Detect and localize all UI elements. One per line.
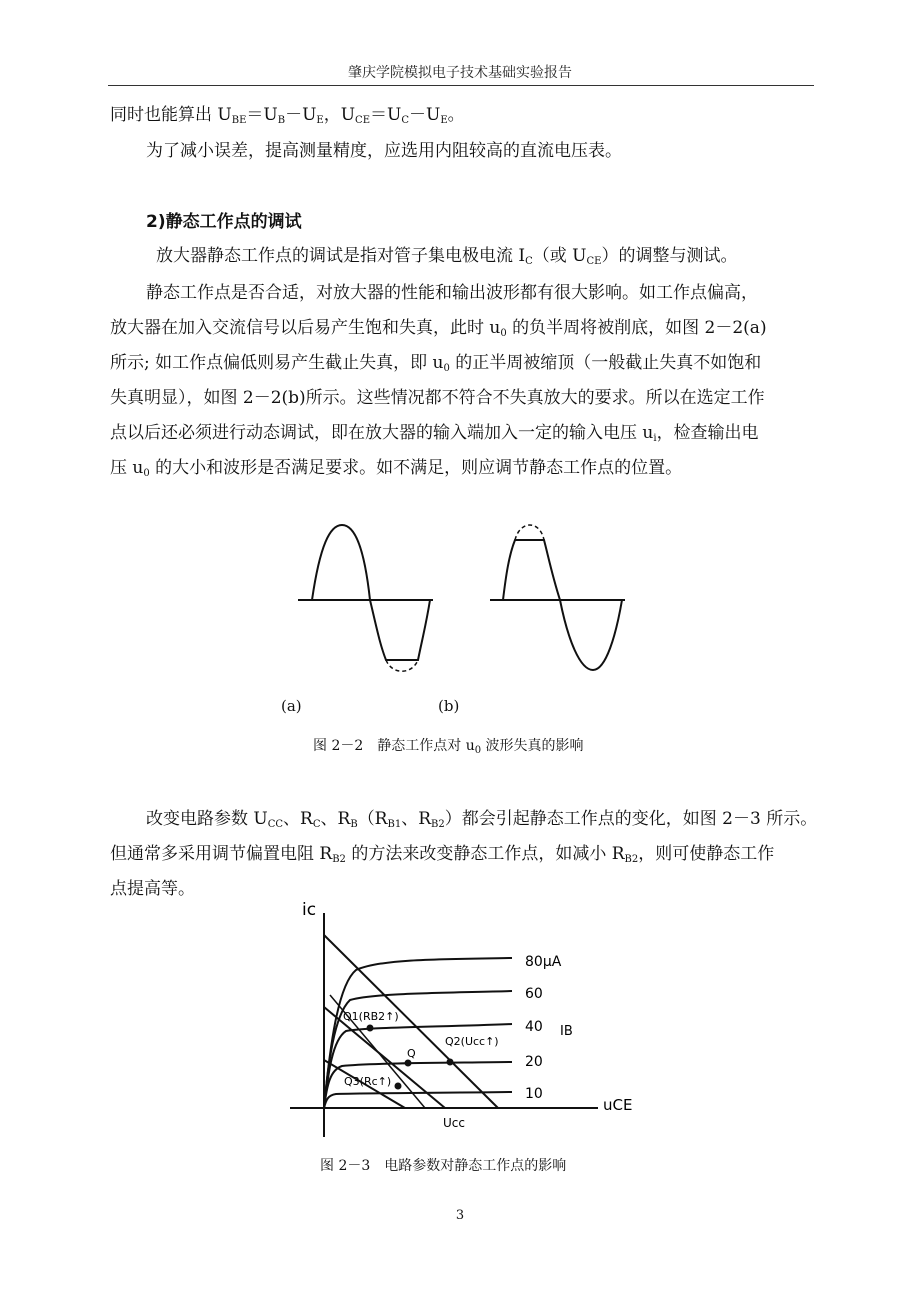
clipped-sine-b — [503, 540, 622, 670]
curve-label-20: 20 — [525, 1054, 543, 1070]
waveform-figure — [290, 515, 640, 685]
header-divider — [108, 85, 814, 86]
q3-point — [395, 1083, 402, 1090]
clipped-part-dashed-a — [386, 660, 418, 671]
curve-label-10: 10 — [525, 1086, 543, 1102]
clipped-sine-a — [312, 525, 430, 660]
para-line: 失真明显），如图 2－2(b)所示。这些情况都不符合不失真放大的要求。所以在选定工作 — [110, 388, 765, 408]
q2-label: Q2(Ucc↑) — [445, 1035, 499, 1048]
y-axis-label: ic — [302, 900, 317, 920]
curve-60 — [324, 991, 512, 1108]
x-axis-label: uCE — [603, 1096, 633, 1114]
curve-label-40: 40 — [525, 1019, 543, 1035]
ib-label: IB — [560, 1024, 573, 1039]
curve-label-80: 80μA — [525, 954, 562, 970]
adjustment-definition: 放大器静态工作点的调试是指对管子集电极电流 $I_C$（或 $U_{CE}$）的调整与测试。 — [156, 246, 738, 267]
waveform-b — [490, 525, 625, 670]
characteristics-figure — [280, 895, 650, 1140]
q-label: Q — [407, 1047, 416, 1060]
figure-label-a: (a) — [281, 697, 302, 715]
q-point — [405, 1060, 412, 1067]
para-line: 静态工作点是否合适，对放大器的性能和输出波形都有很大影响。如工作点偏高， — [146, 283, 758, 303]
para-line: 但通常多采用调节偏置电阻 $R_{B2}$ 的方法来改变静态工作点，如减小 $R_{B2}$，则可使静态工作 — [110, 844, 775, 865]
ucc-label: Ucc — [443, 1116, 465, 1130]
waveform-a — [298, 525, 433, 671]
figure-2-2-caption: 图 2－2 静态工作点对 $u_0$ 波形失真的影响 — [313, 738, 584, 756]
voltmeter-note: 为了减小误差，提高测量精度，应选用内阻较高的直流电压表。 — [146, 141, 622, 161]
page-number: 3 — [455, 1208, 465, 1223]
para-line: 点以后还必须进行动态调试，即在放大器的输入端加入一定的输入电压 $u_i$，检查输出电 — [110, 423, 759, 444]
para-line: 放大器在加入交流信号以后易产生饱和失真，此时 $u_0$ 的负半周将被削底，如图 2－2(a) — [110, 318, 767, 339]
para-line: 点提高等。 — [110, 879, 195, 899]
section-heading: 2)静态工作点的调试 — [146, 212, 302, 232]
para-line: 压 $u_0$ 的大小和波形是否满足要求。如不满足，则应调节静态工作点的位置。 — [110, 458, 683, 479]
figure-2-3-caption: 图 2－3 电路参数对静态工作点的影响 — [320, 1158, 567, 1174]
q1-label: Q1(RB2↑) — [343, 1010, 399, 1023]
curve-label-60: 60 — [525, 986, 543, 1002]
q2-point — [447, 1059, 454, 1066]
q1-point — [367, 1025, 374, 1032]
figure-label-b: (b) — [438, 697, 460, 715]
clipped-part-dashed-b — [515, 525, 544, 540]
para-line: 改变电路参数 $U_{CC}$、$R_C$、$R_B(R_{B1}$、$R_{B2}$）都会引起静态工作点的变化，如图 2－3 所示。 — [146, 809, 818, 830]
para-line: 所示; 如工作点偏低则易产生截止失真，即 $u_0$ 的正半周被缩顶（一般截止失真不如饱和 — [110, 353, 762, 374]
formula-line: 同时也能算出 $U_{BE}=U_B-U_E$，$U_{CE}=U_C-U_E$。 — [110, 105, 465, 126]
q3-label: Q3(Rc↑) — [344, 1075, 392, 1088]
page-header-title: 肇庆学院模拟电子技术基础实验报告 — [348, 65, 572, 81]
